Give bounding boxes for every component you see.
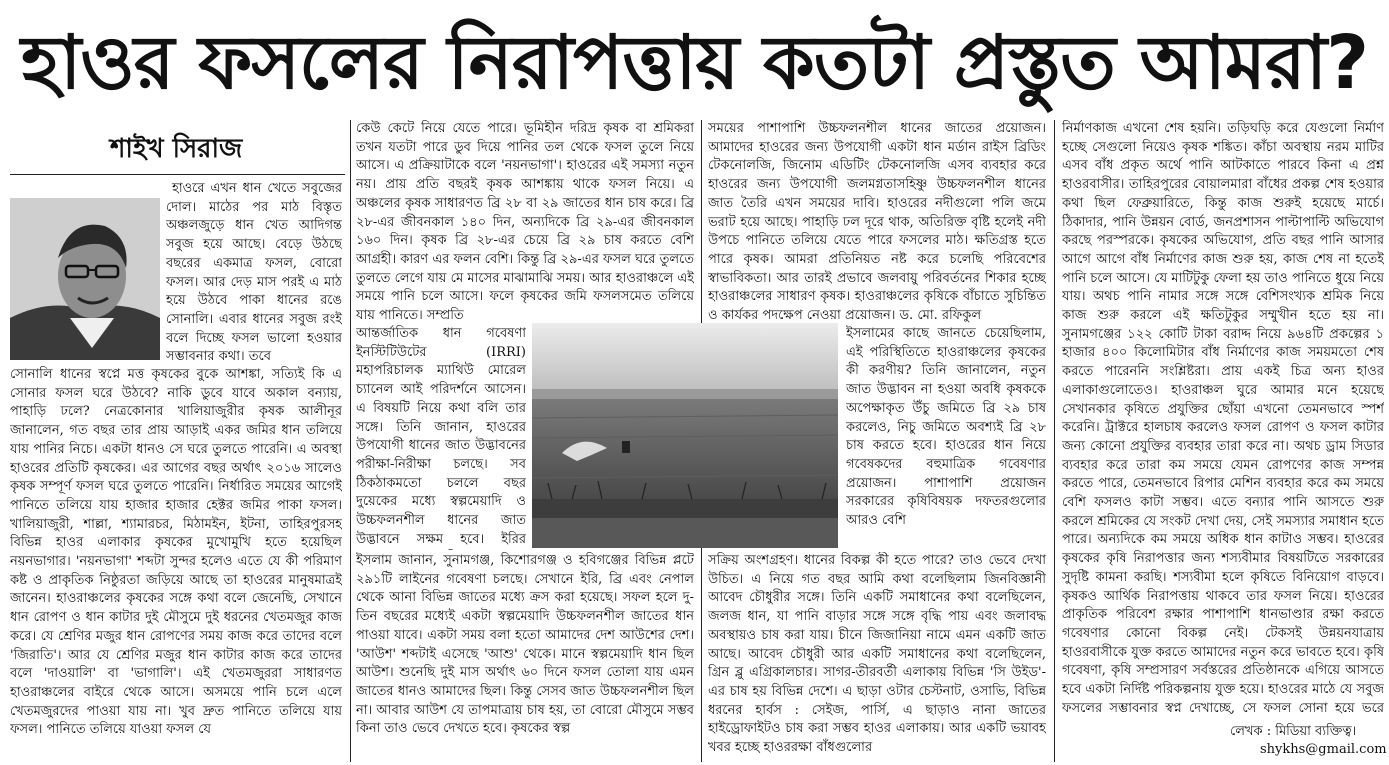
haor-field-image bbox=[532, 323, 838, 548]
author-portrait-image bbox=[10, 198, 160, 360]
col1-paragraph-top: হাওরে এখন ধান খেতে সবুজের দোল। মাঠের পর মাঠ বিস্তৃত অঞ্চলজুড়ে ধান খেত আদিগন্ত সবুজ হয়ে আছে। বেড়ে উঠছে বছরের একমাত্র ফসল, বোরো ফসল। আর দেড় মাস পরই এ মাঠ হয়ে উঠবে পাকা ধানের রঙে সোনালি। এবার ধানের সবুজ রংই বলে দিচ্ছে ফসল ভালো হওয়ার সম্ভাবনার কথা। তবে bbox=[166, 181, 342, 365]
haor-field-photo bbox=[532, 323, 838, 548]
col1-paragraph-body: সোনালি ধানের স্বপ্নে মত্ত কৃষকের বুকে আশঙ্কা, সত্যিই কি এ সোনার ফসল ঘরে উঠবে? নাকি ডুবে যাবে অকাল বন্যায়, পাহাড়ি ঢলে? নেত্রকোনার খালিয়াজুরীর কৃষক আলীনূর জানালেন, গত বছর তার প্রায় আড়াই একর জমির ধান তলিয়ে যায় পানির নিচে। একটা ধানও সে ঘরে তুলতে পারেনি। এ অবস্থা হাওরের প্রতিটি কৃষকের। এর আগের বছর অর্থাৎ ২০১৬ সালেও কৃষক সম্পূর্ণ ফসল ঘরে তুলতে পারেনি। নির্ধারিত সময়ের আগেই পানিতে তলিয়ে যায় হাজার হাজার হেক্টর জমির পাকা ফসল। খালিয়াজুরী, শাল্লা, শ্যামারচর, মিঠামইন, ইটনা, তাহিরপুরসহ বিভিন্ন হাওর এলাকার কৃষকের মুখোমুখি হতে হয়েছিল নয়নভাগার। 'নয়নভাগা' শব্দটা সুন্দর হলেও এতে যে কী পরিমাণ কষ্ট ও প্রাকৃতিক নিষ্ঠুরতা জড়িয়ে আছে তা হাওরের মানুষমাত্রই জানেন। হাওরাঞ্চলের কৃষকের সঙ্গে কথা বলে জেনেছি, সেখানে ধান রোপণ ও ধান কাটার দুই মৌসুমে দুই ধরনের খেতমজুর কাজ করে। যে শ্রেণির মজুর ধান রোপণের সময় কাজ করে তাদের বলে 'জিরাতি'। আর যে শ্রেণির মজুর ধান কাটার কাজ করে তাদের বলে 'দাওয়ালি' বা 'ভাগালি'। এই খেতমজুররা সাধারণত হাওরাঞ্চলের বাইরে থেকে আসে। অসময়ে পানি চলে এলে খেতমজুরদের পাওয়া যায় না। খুব দ্রুত পানিতে তলিয়ে যায় ফসল। পানিতে তলিয়ে যাওয়া ফসল যে bbox=[10, 367, 342, 738]
headline: হাওর ফসলের নিরাপত্তায় কতটা প্রস্তুত আমরা? bbox=[20, 20, 1369, 106]
column-4-body bbox=[1062, 120, 1384, 720]
author-credit: লেখক : মিডিয়া ব্যক্তিত্ব। bbox=[1230, 724, 1357, 739]
column-2-top bbox=[356, 120, 694, 325]
column-3-top bbox=[708, 120, 1046, 325]
col3-paragraph-beside-figure: ইসলামের কাছে জানতে চেয়েছিলাম, এই পরিস্থিতিতে হাওরাঞ্চলের কৃষকের কী করণীয়? তিনি জানালেন, নতুন জাত উদ্ভাবন না হওয়া অবধি কৃষককে অপেক্ষাকৃত উঁচু জমিতে ব্রি ২৯ চাষ করলেও, নিচু জমিতে অবশ্যই ব্রি ২৮ চাষ করতে হবে। হাওরের ধান নিয়ে গবেষকদের বহুমাত্রিক গবেষণার প্রয়োজন। পাশাপাশি প্রয়োজন সরকারের কৃষিবিষয়ক দফতরগুলোর আরও বেশি bbox=[846, 326, 1046, 529]
col3-paragraph-top: সময়ের পাশাপাশি উচ্চফলনশীল ধানের জাতের প্রয়োজন। আমাদের হাওরের জন্য উপযোগী একটা ধান মর্ডান রাইস ব্রিডিং টেকনোলজি, জিনোম এডিটিং টেকনোলজি এসব ব্যবহার করে হাওরের জন্য উপযোগী জলমগ্নতাসহিষ্ণু উচ্চফলনশীল ধানের জাত তৈরি এখন সময়ের দাবি। হাওরের নদীগুলো পলি জমে ভরাট হয়ে আছে। পাহাড়ি ঢল দূরে থাক, অতিরিক্ত বৃষ্টি হলেই নদী উপচে পানিতে তলিয়ে যেতে পারে ফসলের মাঠ। ক্ষতিগ্রস্ত হতে পারে কৃষক। আমরা প্রতিনিয়ত নষ্ট করে চলেছি পরিবেশের স্বাভাবিকতা। আর তারই প্রভাবে জলবায়ু পরিবর্তনের শিকার হচ্ছে হাওরাঞ্চলের সাধারণ কৃষক। হাওরাঞ্চলের কৃষিকে বাঁচাতে সুচিন্তিত ও কার্যকর পদক্ষেপ নেওয়া প্রয়োজন। ড. মো. রফিকুল bbox=[708, 121, 1046, 324]
author-photo bbox=[10, 198, 160, 360]
column-3-bottom bbox=[708, 552, 1046, 762]
column-divider-1 bbox=[350, 120, 351, 762]
column-3-beside-figure bbox=[846, 325, 1046, 550]
col2-paragraph-bottom: ইসলাম জানান, সুনামগঞ্জ, কিশোরগঞ্জ ও হবিগঞ্জের বিভিন্ন প্লটে ২৯১টি লাইনের গবেষণা চলছে। সেখানে ইরি, ব্রি এবং নেপাল থেকে আনা বিভিন্ন জাতের মধ্যে ক্রস করা হয়েছে। সফল হলে দু-তিন বছরের মধ্যেই একটা স্বল্পমেয়াদি উচ্চফলনশীল জাতের ধান পাওয়া যাবে। একটা সময় বলা হতো আমাদের দেশ আউশের দেশ। 'আউশ' শব্দটাই এসেছে 'আশু' থেকে। মানে স্বল্পমেয়াদি ধান ছিল আউশ। শুনেছি দুই মাস অর্থাৎ ৬০ দিনে ফসল তোলা যায় এমন জাতের ধানও আমাদের ছিল। কিন্তু সেসব জাত উচ্চফলনশীল ছিল না। আবার আউশ যে তাপমাত্রায় চাষ হয়, তা বোরো মৌসুমে সম্ভব কিনা তাও ভেবে দেখতে হবে। কৃষকের স্বল্প bbox=[356, 553, 694, 737]
column-2-bottom bbox=[356, 552, 694, 762]
column-1-beside-photo bbox=[166, 180, 342, 366]
author-box bbox=[10, 118, 345, 175]
column-1-body bbox=[10, 366, 342, 762]
author-email: shykhs@gmail.com bbox=[1260, 742, 1387, 757]
col2-paragraph-top: কেউ কেটে নিয়ে যেতে পারে। ভূমিহীন দরিদ্র কৃষক বা শ্রমিকরা তখন যতটা পারে ডুব দিয়ে পানির তল থেকে ফসল তুলে নিয়ে আসে। এ প্রক্রিয়াটাকে বলে 'নয়নভাগা'। হাওরের এই সমস্যা নতুন নয়। প্রায় প্রতি বছরই কৃষক আশঙ্কায় থাকে ফসল নিয়ে। এ অঞ্চলের কৃষক সাধারণত ব্রি ২৮ বা ২৯ জাতের ধান চাষ করে। ব্রি ২৮-এর জীবনকাল ১৪০ দিন, অন্যদিকে ব্রি ২৯-এর জীবনকাল ১৬০ দিন। কৃষক ব্রি ২৮-এর চেয়ে ব্রি ২৯ চাষ করতে বেশি আগ্রহী। কারণ এর ফলন বেশি। কিন্তু ব্রি ২৯-এর ফসল ঘরে তুলতে তুলতে লেগে যায় মে মাসের মাঝামাঝি সময়। আর হাওরাঞ্চলে এই সময়ে পানি চলে আসে। ফলে কৃষকের জমি ফসলসমেত তলিয়ে যায় পানিতে। সম্প্রতি bbox=[356, 121, 694, 324]
column-divider-3 bbox=[1054, 120, 1055, 762]
col3-paragraph-bottom: সক্রিয় অংশগ্রহণ। ধানের বিকল্প কী হতে পারে? তাও ভেবে দেখা উচিত। এ নিয়ে গত বছর আমি কথা বলেছিলাম জিনবিজ্ঞানী আবেদ চৌধুরীর সঙ্গে। তিনি একটি সমাধানের কথা বলেছিলেন, জলজ ধান, যা পানি বাড়ার সঙ্গে সঙ্গে বৃদ্ধি পায় এবং জলাবদ্ধ অবস্থায়ও চাষ করা যায়। চীনে জিজানিয়া নামে এমন একটি জাত আছে। আবেদ চৌধুরী আর একটি সমাধানের কথা বলেছিলেন, গ্রিন ব্লু এগ্রিকালচার। সাগর-তীরবর্তী এলাকায় বিভিন্ন 'সি উইড'-এর চাষ হয় বিভিন্ন দেশে। এ ছাড়া ওটার চেস্টনাট, ওসাভি, বিভিন্ন ধরনের হার্বস : সেইজ, পার্সি, এ ছাড়াও নানা জাতের হাইড্রোফাইটও চাষ করা সম্ভব হাওর এলাকায়। আর একটি ভয়াবহ খবর হচ্ছে হাওররক্ষা বাঁধগুলোর bbox=[708, 553, 1046, 756]
author-name: শাইখ সিরাজ bbox=[110, 134, 243, 164]
column-2-beside-figure bbox=[356, 325, 526, 550]
col2-paragraph-beside-figure: আন্তর্জাতিক ধান গবেষণা ইনস্টিটিউটের (IRRI) মহাপরিচালক ম্যাথিউ মোরেল চ্যানেল আই পরিদর্শনে আসেন। এ বিষয়টি নিয়ে কথা বলি তার সঙ্গে। তিনি জানান, হাওরের উপযোগী ধানের জাত উদ্ভাবনের পরীক্ষা-নিরীক্ষা চলছে। সব ঠিকঠাকমতো চললে বছর দুয়েকের মধ্যে স্বল্পমেয়াদি ও উচ্চফলনশীল ধানের জাত উদ্ভাবনে সক্ষম হবে। ইরির bbox=[356, 326, 526, 547]
col4-paragraph: নির্মাণকাজ এখনো শেষ হয়নি। তড়িঘড়ি করে যেগুলো নির্মাণ হচ্ছে সেগুলো নিয়েও কৃষক শঙ্কিত। কাঁচা অবস্থায় নরম মাটির এসব বাঁধ প্রকৃত অর্থে পানি আটকাতে পারবে কিনা এ প্রশ্ন হাওরবাসীর। তাহিরপুরের বোয়ালমারা বাঁধের প্রকল্প শেষ হওয়ার কথা ছিল ফেব্রুয়ারিতে, কিন্তু কাজ শুরুই হয়েছে মার্চে। ঠিকাদার, পানি উন্নয়ন বোর্ড, জনপ্রশাসন পাল্টাপাল্টি অভিযোগ করছে পরস্পরকে। কৃষকের অভিযোগ, প্রতি বছর পানি আসার আগে আগে বাঁধ নির্মাণের কাজ শুরু হয়, কাজ শেষ না হতেই পানি চলে আসে। যে মাটিটুকু ফেলা হয় তাও পানিতে ধুয়ে নিয়ে যায়। অথচ পানি নামার সঙ্গে সঙ্গে বেশিসংখ্যক শ্রমিক নিয়ে কাজ শুরু করলে এই ক্ষতিটুকুর সম্মুখীন হতে হয় না। সুনামগঞ্জের ১২২ কোটি টাকা বরাদ্দ নিয়ে ৯৬৪টি প্রকল্পের ১ হাজার ৪০০ কিলোমিটার বাঁধ নির্মাণের কাজ সময়মতো শেষ করতে পারেননি সংশ্লিষ্টরা। প্রায় একই চিত্র অন্য হাওর এলাকাগুলোতেও। হাওরাঞ্চল ঘুরে আমার মনে হয়েছে সেখানকার কৃষিতে প্রযুক্তির ছোঁয়া এখনো তেমনভাবে স্পর্শ করেনি। ট্রাক্টরে হালচাষ করলেও ফসল রোপণ ও ফসল কাটার জন্য কোনো প্রযুক্তির ব্যবহার তারা করে না। অথচ ড্রাম সিডার ব্যবহার করে তারা কম সময়ে যেমন রোপণের কাজ সম্পন্ন করতে পারে, তেমনভাবে রিপার মেশিন ব্যবহার করে কম সময়ে বেশি ফসলও কাটা সম্ভব। এতে বন্যার পানি আসতে শুরু করলে শ্রমিকের যে সংকট দেখা দেয়, সেই সমস্যার সমাধান হতে পারে। অন্যদিকে কম সময়ে অধিক ধান কাটাও সম্ভব। হাওরের কৃষকের কৃষি নিরাপত্তার জন্য শস্যবীমার বিষয়টিতে সরকারের সুদৃষ্টি কামনা করছি। শস্যবীমা হলে কৃষিতে বিনিয়োগ বাড়বে। কৃষকও আর্থিক নিরাপত্তায় থাকবে তার ফসল নিয়ে। হাওরের প্রাকৃতিক পরিবেশ রক্ষার পাশাপাশি ধানভাণ্ডার রক্ষা করতে গবেষণার কোনো বিকল্প নেই। টেকসই উন্নয়নযাত্রায় হাওরবাসীকে যুক্ত করতে আমাদের নতুন করে ভাবতে হবে। কৃষি গবেষণা, কৃষি সম্প্রসারণ সর্বস্তরের প্রতিষ্ঠানকে এগিয়ে আসতে হবে একটা নির্দিষ্ট পরিকল্পনায় যুক্ত হয়ে। হাওরের মাঠে যে সবুজ ফসলের সম্ভাবনার স্বপ্ন দেখাচ্ছে, সে ফসল সোনা হয়ে ভরে bbox=[1062, 121, 1384, 716]
